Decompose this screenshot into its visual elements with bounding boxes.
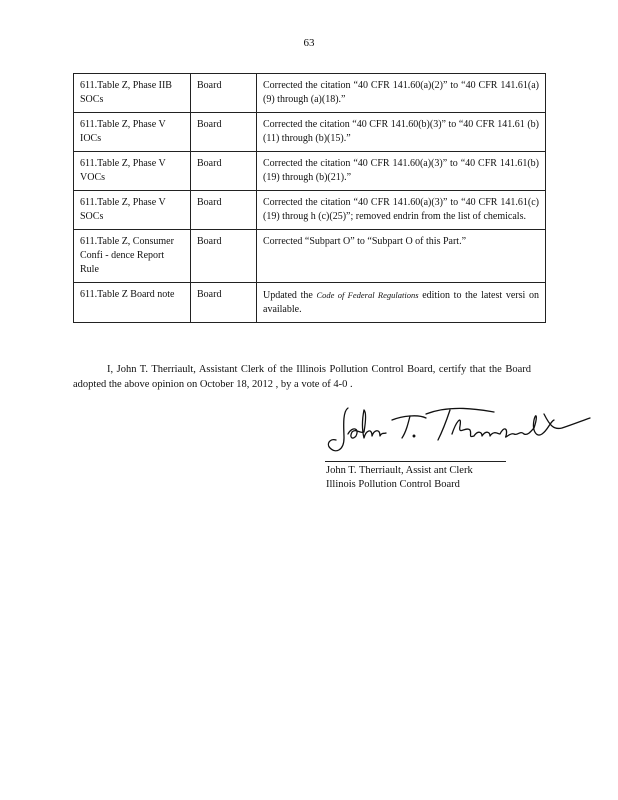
description-cell <box>257 283 546 323</box>
section-cell: 611.Table Z, Phase V IOCs <box>74 113 191 152</box>
signature-line <box>325 461 506 462</box>
table-row <box>74 283 546 323</box>
source-cell: Board <box>191 74 257 113</box>
description-text: Corrected the citation “40 CFR 141.60(a)(3)” to “40 CFR 141.61(b)(19) through (b)(21).” <box>263 158 539 183</box>
description-text: Corrected the citation “40 CFR 141.60(a)(2)” to “40 CFR 141.61(a)(9) through (a)(18).” <box>263 80 539 105</box>
certification-paragraph: I, John T. Therriault, Assistant Clerk of the Illinois Pollution Control Board, certify that the Board adopted the above opinion on October 18, 2012 , by a vote of 4-0 . <box>73 364 531 390</box>
changes-table <box>73 73 546 323</box>
section-cell: 611.Table Z, Consumer Confi - dence Report Rule <box>74 230 191 283</box>
source-cell: Board <box>191 283 257 323</box>
table-row <box>74 230 546 283</box>
signer-organization: Illinois Pollution Control Board <box>326 479 460 490</box>
table-row <box>74 113 546 152</box>
description-cell <box>257 152 546 191</box>
table-row <box>74 74 546 113</box>
section-cell: 611.Table Z, Phase V SOCs <box>74 191 191 230</box>
signer-block <box>326 464 473 492</box>
changes-table-body <box>74 74 546 323</box>
section-cell: 611.Table Z Board note <box>74 283 191 323</box>
source-cell: Board <box>191 113 257 152</box>
description-text: Corrected the citation “40 CFR 141.60(b)(3)” to “40 CFR 141.61 (b)(11) through (b)(15).” <box>263 119 539 144</box>
table-row <box>74 191 546 230</box>
description-cell <box>257 191 546 230</box>
signer-name-title: John T. Therriault, Assist ant Clerk <box>326 465 473 476</box>
description-cell <box>257 113 546 152</box>
description-cell <box>257 74 546 113</box>
source-cell: Board <box>191 152 257 191</box>
source-cell: Board <box>191 230 257 283</box>
page-number: 63 <box>303 37 315 49</box>
description-text: Corrected the citation “40 CFR 141.60(a)(3)” to “40 CFR 141.61(c)(19) throug h (c)(25)”; removed endrin from the list of chemicals. <box>263 197 539 222</box>
table-row <box>74 152 546 191</box>
source-cell: Board <box>191 191 257 230</box>
description-text: Updated the <box>263 290 317 301</box>
description-text: Corrected “Subpart O” to “Subpart O of this Part.” <box>263 236 467 247</box>
handwritten-signature <box>322 400 592 456</box>
section-cell: 611.Table Z, Phase IIB SOCs <box>74 74 191 113</box>
description-italic-text: Code of Federal Regulations <box>316 290 419 300</box>
section-cell: 611.Table Z, Phase V VOCs <box>74 152 191 191</box>
description-cell <box>257 230 546 283</box>
description-text: edition to the latest versi on available. <box>263 290 539 315</box>
